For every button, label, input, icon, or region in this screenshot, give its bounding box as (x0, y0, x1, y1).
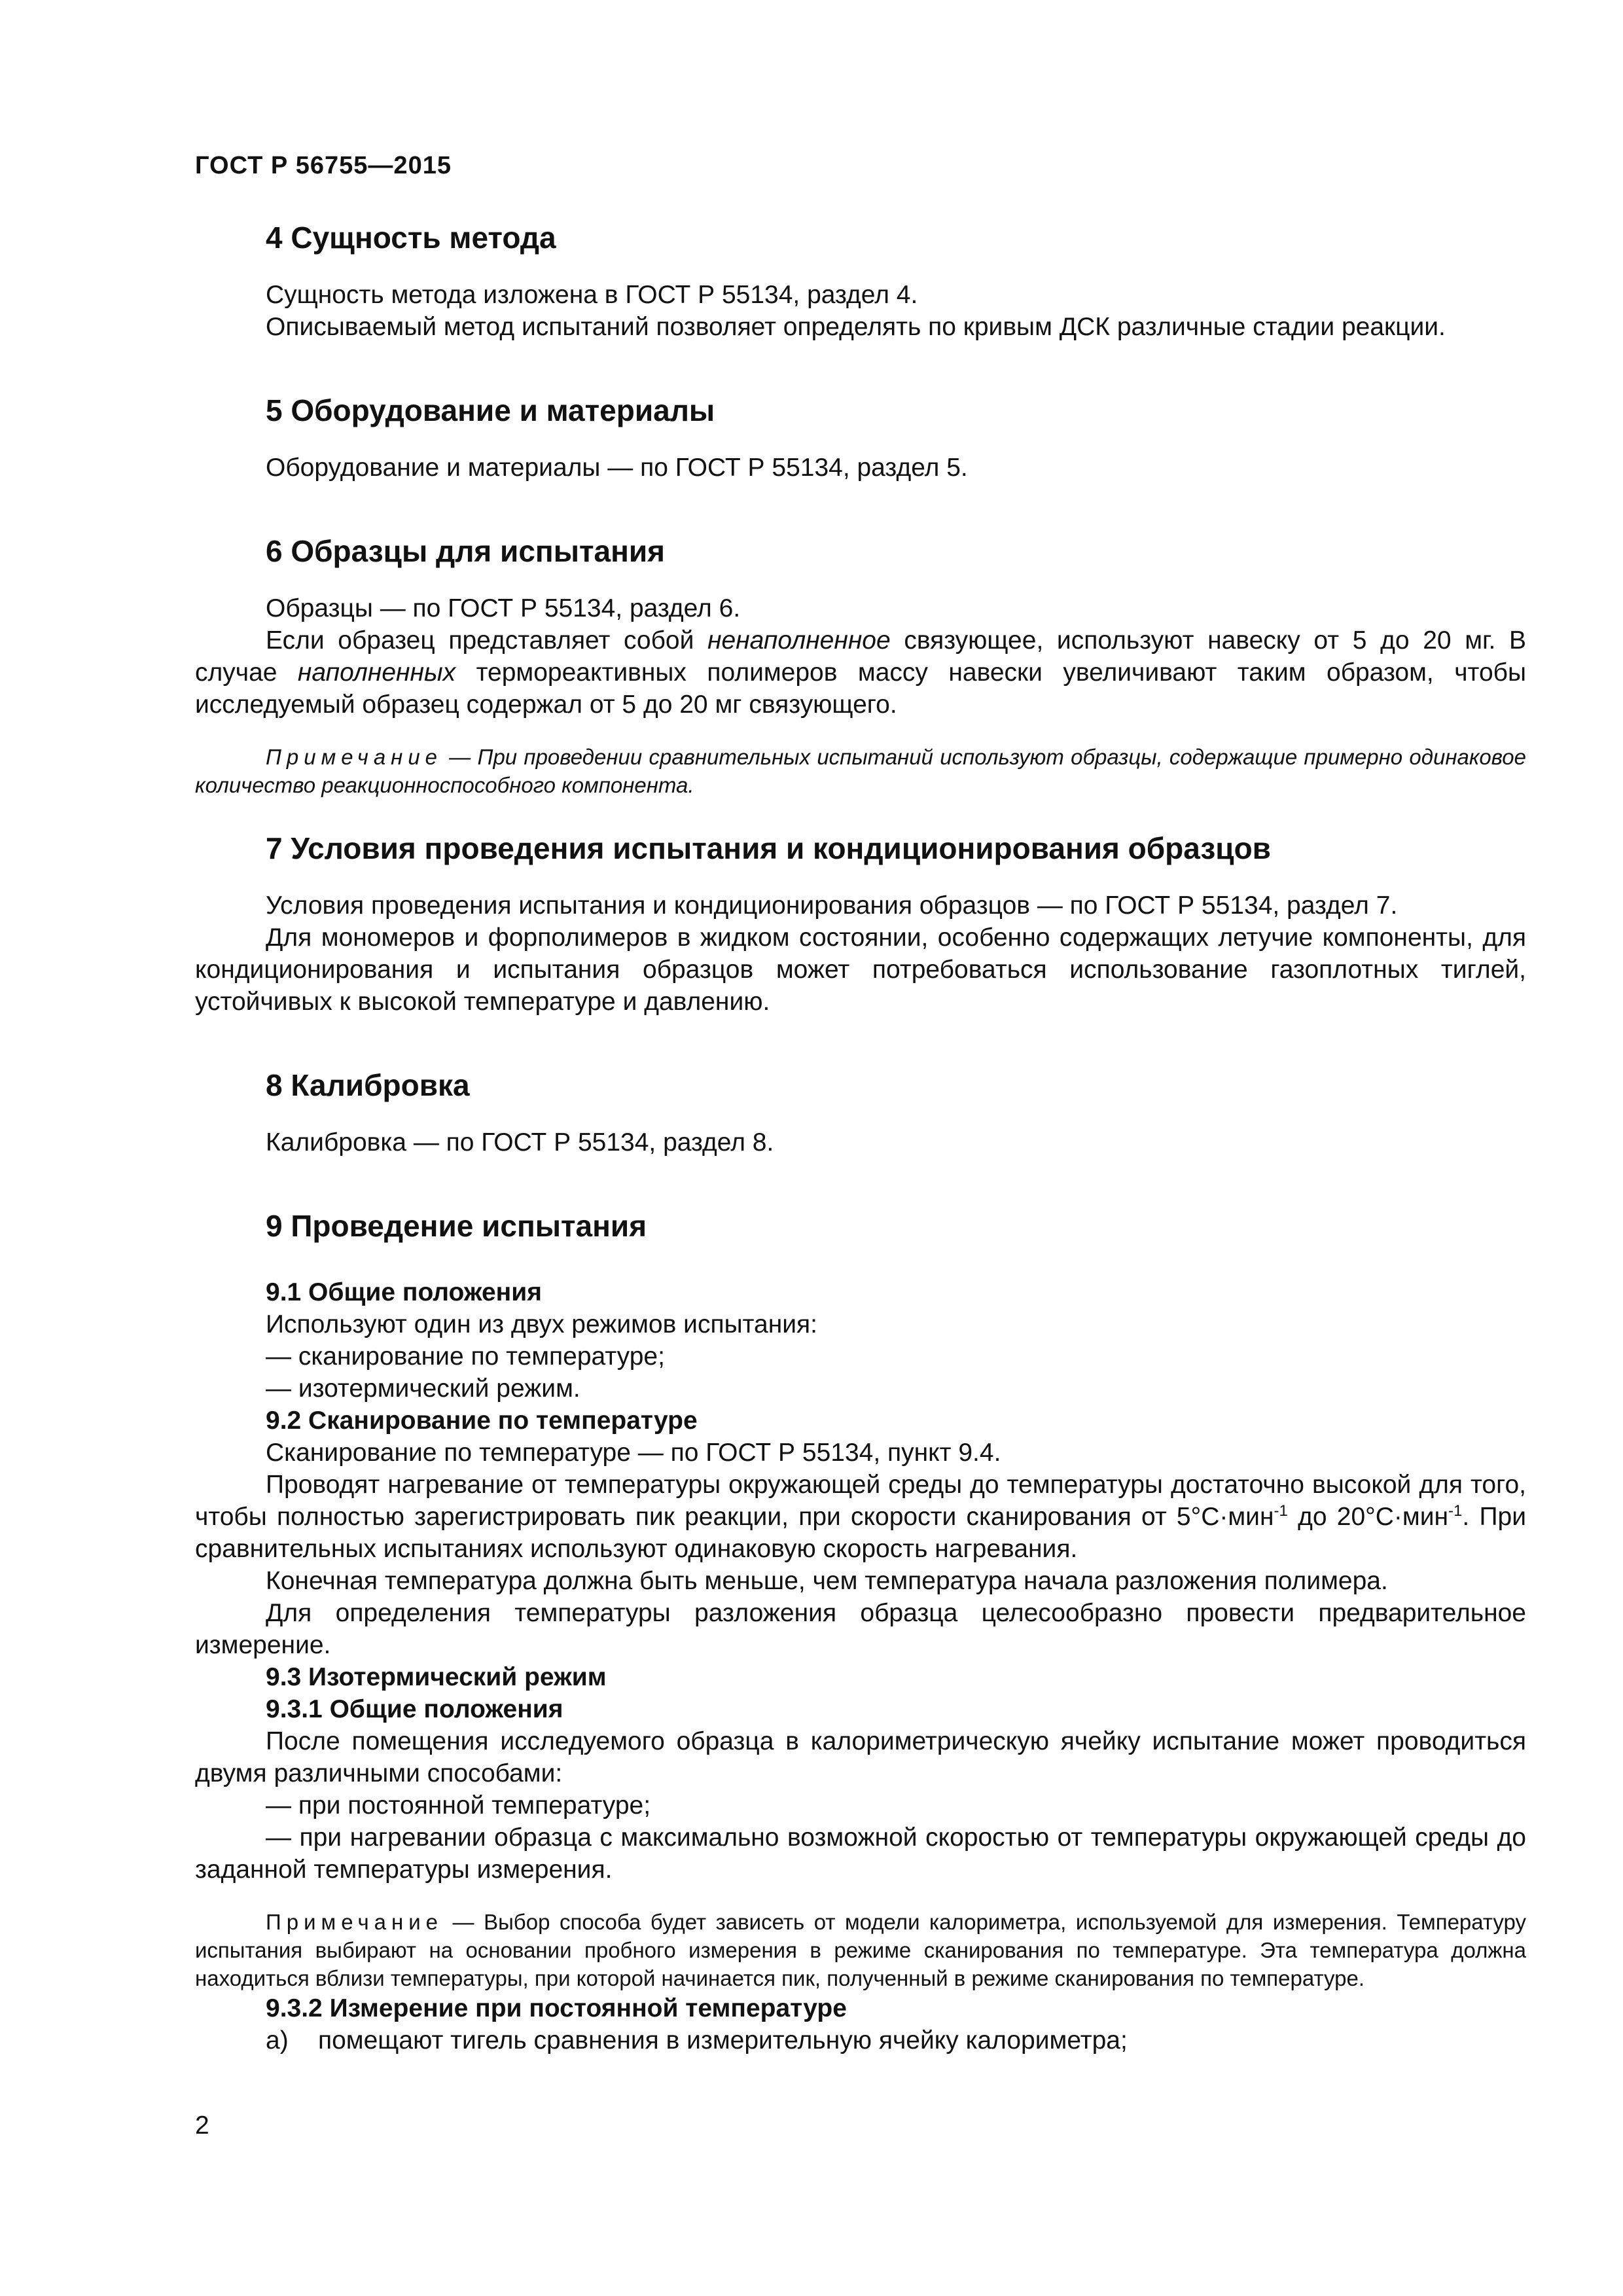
text-run: Если образец представляет собой (266, 626, 708, 655)
document-header: ГОСТ Р 56755—2015 (195, 152, 452, 179)
subsection-9-3-title: 9.3 Изотермический режим (266, 1663, 607, 1691)
document-body (195, 209, 1526, 2056)
subsection-9-2-paragraph-1: Сканирование по температуре — по ГОСТ Р 55134, пункт 9.4. (266, 1439, 1001, 1467)
subsection-9-3-1-title: 9.3.1 Общие положения (266, 1695, 563, 1723)
section-8-title: 8 Калибровка (266, 1068, 470, 1102)
section-8-paragraph-1: Калибровка — по ГОСТ Р 55134, раздел 8. (266, 1128, 774, 1157)
list-item: — сканирование по температуре; (266, 1342, 665, 1371)
section-4-paragraph-2: Описываемый метод испытаний позволяет определять по кривым ДСК различные стадии реакции. (266, 313, 1446, 341)
subsection-9-2-paragraph-2 (195, 1469, 1526, 1565)
italic-term-unfilled: ненаполненное (707, 626, 891, 655)
subsection-9-3-1-note (195, 1908, 1526, 1992)
note-text: — Выбор способа будет зависеть от модели калориметра, используемой для измерения. Температуру испытания выбирают на основании пробного измерения в режиме сканирования по температуре. Эта температура должна находиться вблизи температуры, при которой начинается пик, полученный в режиме сканирования по температуре. (195, 1910, 1526, 1990)
superscript: -1 (1274, 1502, 1288, 1520)
note-label: Примечание (266, 1910, 444, 1934)
section-5-title: 5 Оборудование и материалы (266, 393, 715, 427)
subsection-9-2-paragraph-4: Для определения температуры разложения образца целесообразно провести предварительное измерение. (195, 1599, 1526, 1659)
section-7-paragraph-1: Условия проведения испытания и кондиционирования образцов — по ГОСТ Р 55134, раздел 7. (266, 891, 1398, 920)
note-label: Примечание (266, 745, 443, 769)
section-6-note (195, 743, 1526, 799)
section-5-paragraph-1: Оборудование и материалы — по ГОСТ Р 55134, раздел 5. (266, 454, 968, 482)
section-4-paragraph-1: Сущность метода изложена в ГОСТ Р 55134, раздел 4. (266, 281, 918, 309)
subsection-9-3-2-title: 9.3.2 Измерение при постоянной температуре (266, 1994, 847, 2022)
list-item: — при нагревании образца с максимально возможной скоростью от температуры окружающей среды до заданной температуры измерения. (195, 1823, 1526, 1884)
section-4-title: 4 Сущность метода (266, 221, 556, 255)
section-6-paragraph-2 (195, 624, 1526, 721)
list-item: — при постоянной температуре; (266, 1791, 651, 1820)
italic-term-filled: наполненных (297, 658, 456, 687)
section-6-paragraph-1: Образцы — по ГОСТ Р 55134, раздел 6. (266, 594, 741, 622)
text-run: термореактивных полимеров массу навески увеличивают таким образом, чтобы исследуемый образец содержал от 5 до 20 мг связующего. (195, 658, 1527, 719)
text-run: до 20°С·мин (1287, 1503, 1449, 1531)
text-run: . При сравнительных испытаниях используют одинаковую скорость нагревания. (195, 1503, 1526, 1563)
list-item-text: помещают тигель сравнения в измерительную ячейку калориметра; (318, 2026, 1128, 2054)
list-item: — изотермический режим. (266, 1374, 580, 1403)
subsection-9-2-paragraph-3: Конечная температура должна быть меньше, чем температура начала разложения полимера. (266, 1567, 1388, 1595)
text-run: Проводят нагревание от температуры окружающей среды до температуры достаточно высокой для того, чтобы полностью зарегистрировать пик реакции, при скорости сканирования от 5°С·мин (195, 1471, 1526, 1531)
section-6-title: 6 Образцы для испытания (266, 534, 665, 568)
subsection-9-1-paragraph: Используют один из двух режимов испытания: (266, 1310, 817, 1338)
superscript: -1 (1448, 1502, 1463, 1520)
subsection-9-3-1-paragraph: После помещения исследуемого образца в калориметрическую ячейку испытание может проводиться двумя различными способами: (195, 1727, 1526, 1787)
text-run: связующее, используют навеску от 5 до 20 мг. В случае (195, 626, 1526, 687)
page-number: 2 (195, 2111, 209, 2140)
note-text: — При проведении сравнительных испытаний используют образцы, содержащие примерно одинаковое количество реакционноспособного компонента. (195, 745, 1526, 797)
subsection-9-2-title: 9.2 Сканирование по температуре (266, 1407, 698, 1435)
section-7-title: 7 Условия проведения испытания и кондиционирования образцов (266, 831, 1271, 865)
list-item-a (266, 2024, 1526, 2056)
section-9-title: 9 Проведение испытания (266, 1209, 647, 1243)
subsection-9-1-title: 9.1 Общие положения (266, 1278, 542, 1306)
section-7-paragraph-2: Для мономеров и форполимеров в жидком состоянии, особенно содержащих летучие компоненты, для кондиционирования и испытания образцов может потребоваться использование газоплотных тиглей, устойчивых к высокой температуре и давлению. (195, 924, 1526, 1016)
list-item-label: а) (266, 2026, 289, 2054)
